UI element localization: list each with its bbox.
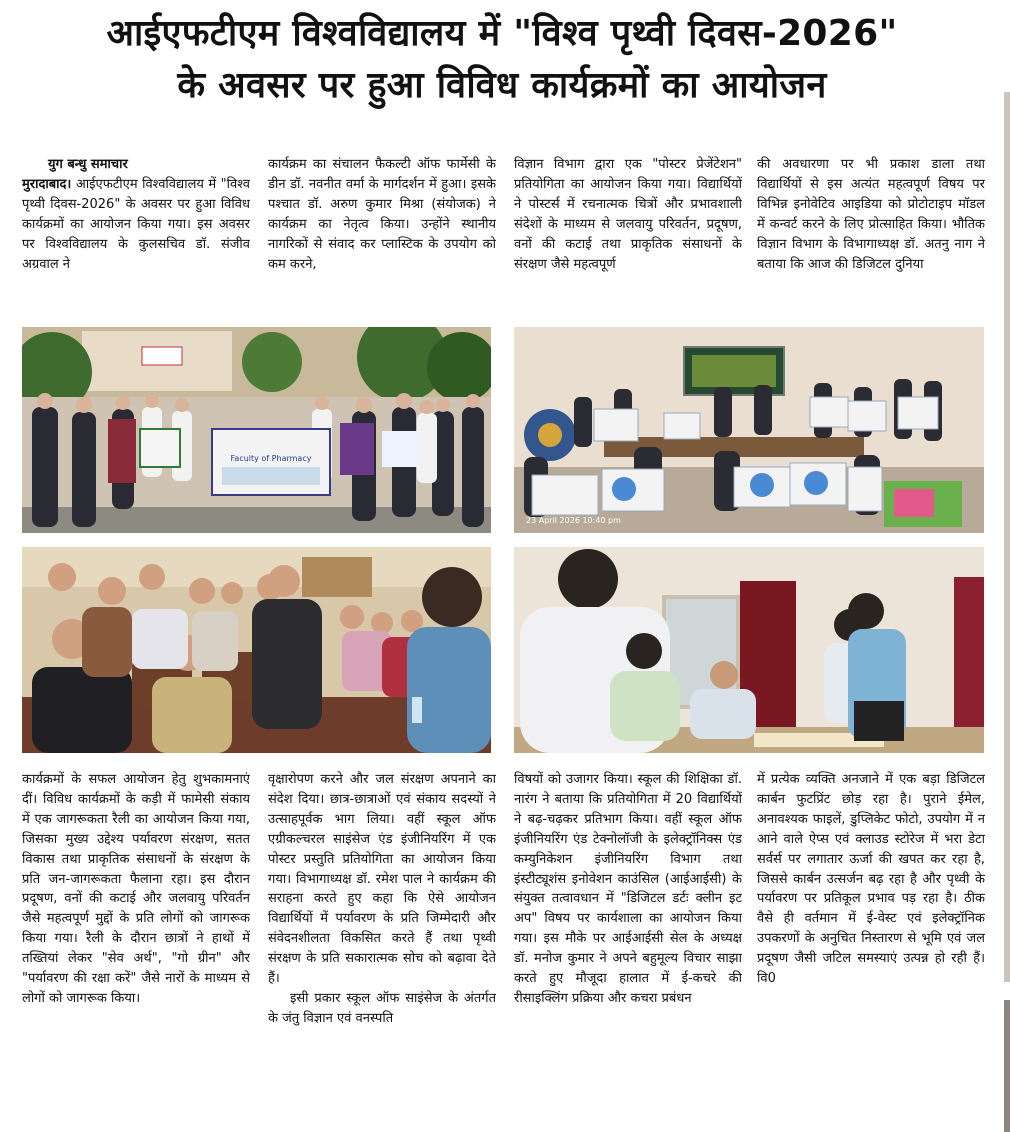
article-column-3-bottom — [514, 770, 742, 1122]
headline-line-1: आईएफटीएम विश्वविद्यालय में "विश्व पृथ्वी दिवस-2026" — [106, 13, 898, 54]
photo-auditorium — [22, 547, 491, 753]
article-text: कार्यक्रमों के सफल आयोजन हेतु शुभकामनाएं दीं। विविध कार्यक्रमों के कड़ी में फामेसी संकाय में एक जागरूकता रैली का आयोजन किया गया, जिसका मुख्य उद्देश्य पर्यावरण संरक्षण, सतत विकास तथा प्राकृतिक संसाधनों के संरक्षण के प्रति जन-जागरूकता फैलाना रहा। इस दौरान प्रदूषण, वनों की कटाई और जलवायु परिवर्तन जैसे महत्वपूर्ण मुद्दों के प्रति लोगों को जागरूक किया गया। रैली के दौरान छात्रों ने हाथों में तख्तियां लेकर "सेव अर्थ", "गो ग्रीन" और "पर्यावरण की रक्षा करें" जैसे नारों के माध्यम से लोगों को जागरूक किया। — [22, 772, 250, 1006]
article-column-1-top — [22, 155, 250, 317]
article-text: में प्रत्येक व्यक्ति अनजाने में एक बड़ा डिजिटल कार्बन फुटप्रिंट छोड़ रहा है। पुराने ईमेल, अनावश्यक फाइलें, डुप्लिकेट फोटो, उपयोग में न आने वाले ऐप्स एवं क्लाउड स्टोरेज में भरा डेटा सर्वर्स पर लगातार ऊर्जा की खपत कर रहा है, जिससे कार्बन उत्सर्जन बढ़ रहा है और पृथ्वी के पर्यावरण पर प्रतिकूल प्रभाव पड़ रहा है। ठीक वैसे ही वर्तमान में ई-वेस्ट एवं इलेक्ट्रॉनिक उपकरणों के अनुचित निस्तारण से भूमि एवं जल प्रदूषण जैसी जटिल समस्याएं उत्पन्न हो रही हैं। वि0 — [757, 772, 985, 987]
dateline: मुरादाबाद। — [22, 176, 72, 192]
article-paragraph — [22, 175, 250, 275]
article-column-2-top — [268, 155, 496, 317]
headline — [0, 8, 1004, 112]
photo-awareness-rally — [22, 327, 491, 533]
photo-timestamp: 23 April 2026 10:40 pm — [526, 516, 621, 525]
article-text: आईएफटीएम विश्वविद्यालय में "विश्व पृथ्वी दिवस-2026" के अवसर पर हुआ विविध कार्यक्रमों का आयोजन किया गया। इस अवसर पर विश्वविद्यालय के कुलसचिव डॉ. संजीव अग्रवाल ने — [22, 176, 250, 272]
byline: युग बन्धु समाचार — [48, 157, 128, 172]
article-column-3-top — [514, 155, 742, 317]
article-text: विषयों को उजागर किया। स्कूल की शिक्षिका डॉ. नारंग ने बताया कि प्रतियोगिता में 20 विद्यार्थियों ने बढ़-चढ़कर प्रतिभाग किया। वहीं स्कूल ऑफ इंजीनियरिंग एंड टेक्नोलॉजी के इलेक्ट्रॉनिक्स एंड कम्युनिकेशन इंजीनियरिंग विभाग तथा इंस्टीट्यूशंस इनोवेशन काउंसिल (आईआईसी) के संयुक्त तत्वावधान में "डिजिटल डर्टः क्लीन इट अप" विषय पर कार्यशाला का आयोजन किया गया। इस मौके पर आईआईसी सेल के अध्यक्ष डॉ. मनोज कुमार ने अपने बहुमूल्य विचार साझा करते हुए मौजूदा हालात में ई-कचरे की रीसाइक्लिंग प्रक्रिया और कचरा प्रबंधन — [514, 772, 742, 1006]
adjacent-page-strip — [1004, 1000, 1010, 1132]
article-text: वृक्षारोपण करने और जल संरक्षण अपनाने का संदेश दिया। छात्र-छात्राओं एवं संकाय सदस्यों ने उत्साहपूर्वक भाग लिया। वहीं स्कूल ऑफ एग्रीकल्चरल साइंसेज एंड इंजीनियरिंग में एक पोस्टर प्रस्तुति प्रतियोगिता का आयोजन किया गया। विभागाध्यक्ष डॉ. रमेश पाल ने कार्यक्रम की सराहना करते हुए कहा कि ऐसे आयोजन विद्यार्थियों में पर्यावरण के प्रति जिम्मेदारी और संवेदनशीलता विकसित करते हैं तथा पृथ्वी संरक्षण के प्रति सकारात्मक सोच को बढ़ावा देते हैं। — [268, 772, 496, 987]
photo-workshop — [514, 547, 984, 753]
photo-poster-presentation — [514, 327, 984, 533]
article-column-1-bottom — [22, 770, 250, 1122]
adjacent-page-strip — [1004, 92, 1010, 982]
article-text: इसी प्रकार स्कूल ऑफ साइंसेज के अंतर्गत के जंतु विज्ञान एवं वनस्पति — [268, 990, 496, 1026]
headline-line-2: के अवसर पर हुआ विविध कार्यक्रमों का आयोजन — [177, 65, 827, 106]
article-text: की अवधारणा पर भी प्रकाश डाला तथा विद्यार्थियों से इस अत्यंत महत्वपूर्ण विषय पर विभिन्न इनोवेटिव आइडिया को प्रोटोटाइप मॉडल में कन्वर्ट करने के लिए प्रोत्साहित किया। भौतिक विज्ञान विभाग के विभागाध्यक्ष डॉ. अतनु नाग ने बताया कि आज की डिजिटल दुनिया — [757, 157, 985, 272]
article-text: विज्ञान विभाग द्वारा एक "पोस्टर प्रेजेंटेशन" प्रतियोगिता का आयोजन किया गया। विद्यार्थियों ने पोस्टर्स में रचनात्मक चित्रों और प्रभावशाली संदेशों के माध्यम से जलवायु परिवर्तन, प्रदूषण, वनों की कटाई तथा प्राकृतिक संसाधनों के संरक्षण जैसे महत्वपूर्ण — [514, 157, 742, 272]
article-column-2-bottom — [268, 770, 496, 1122]
banner-title: Faculty of Pharmacy — [230, 454, 312, 463]
article-column-4-top — [757, 155, 985, 317]
article-column-4-bottom — [757, 770, 985, 1122]
article-text: कार्यक्रम का संचालन फैकल्टी ऑफ फार्मेसी के डीन डॉ. नवनीत वर्मा के मार्गदर्शन में हुआ। इसके पश्चात डॉ. अरुण कुमार मिश्रा (संयोजक) ने कार्यक्रम का नेतृत्व किया। उन्होंने स्थानीय नागरिकों से संवाद कर प्लास्टिक के उपयोग को कम करने, — [268, 157, 496, 272]
